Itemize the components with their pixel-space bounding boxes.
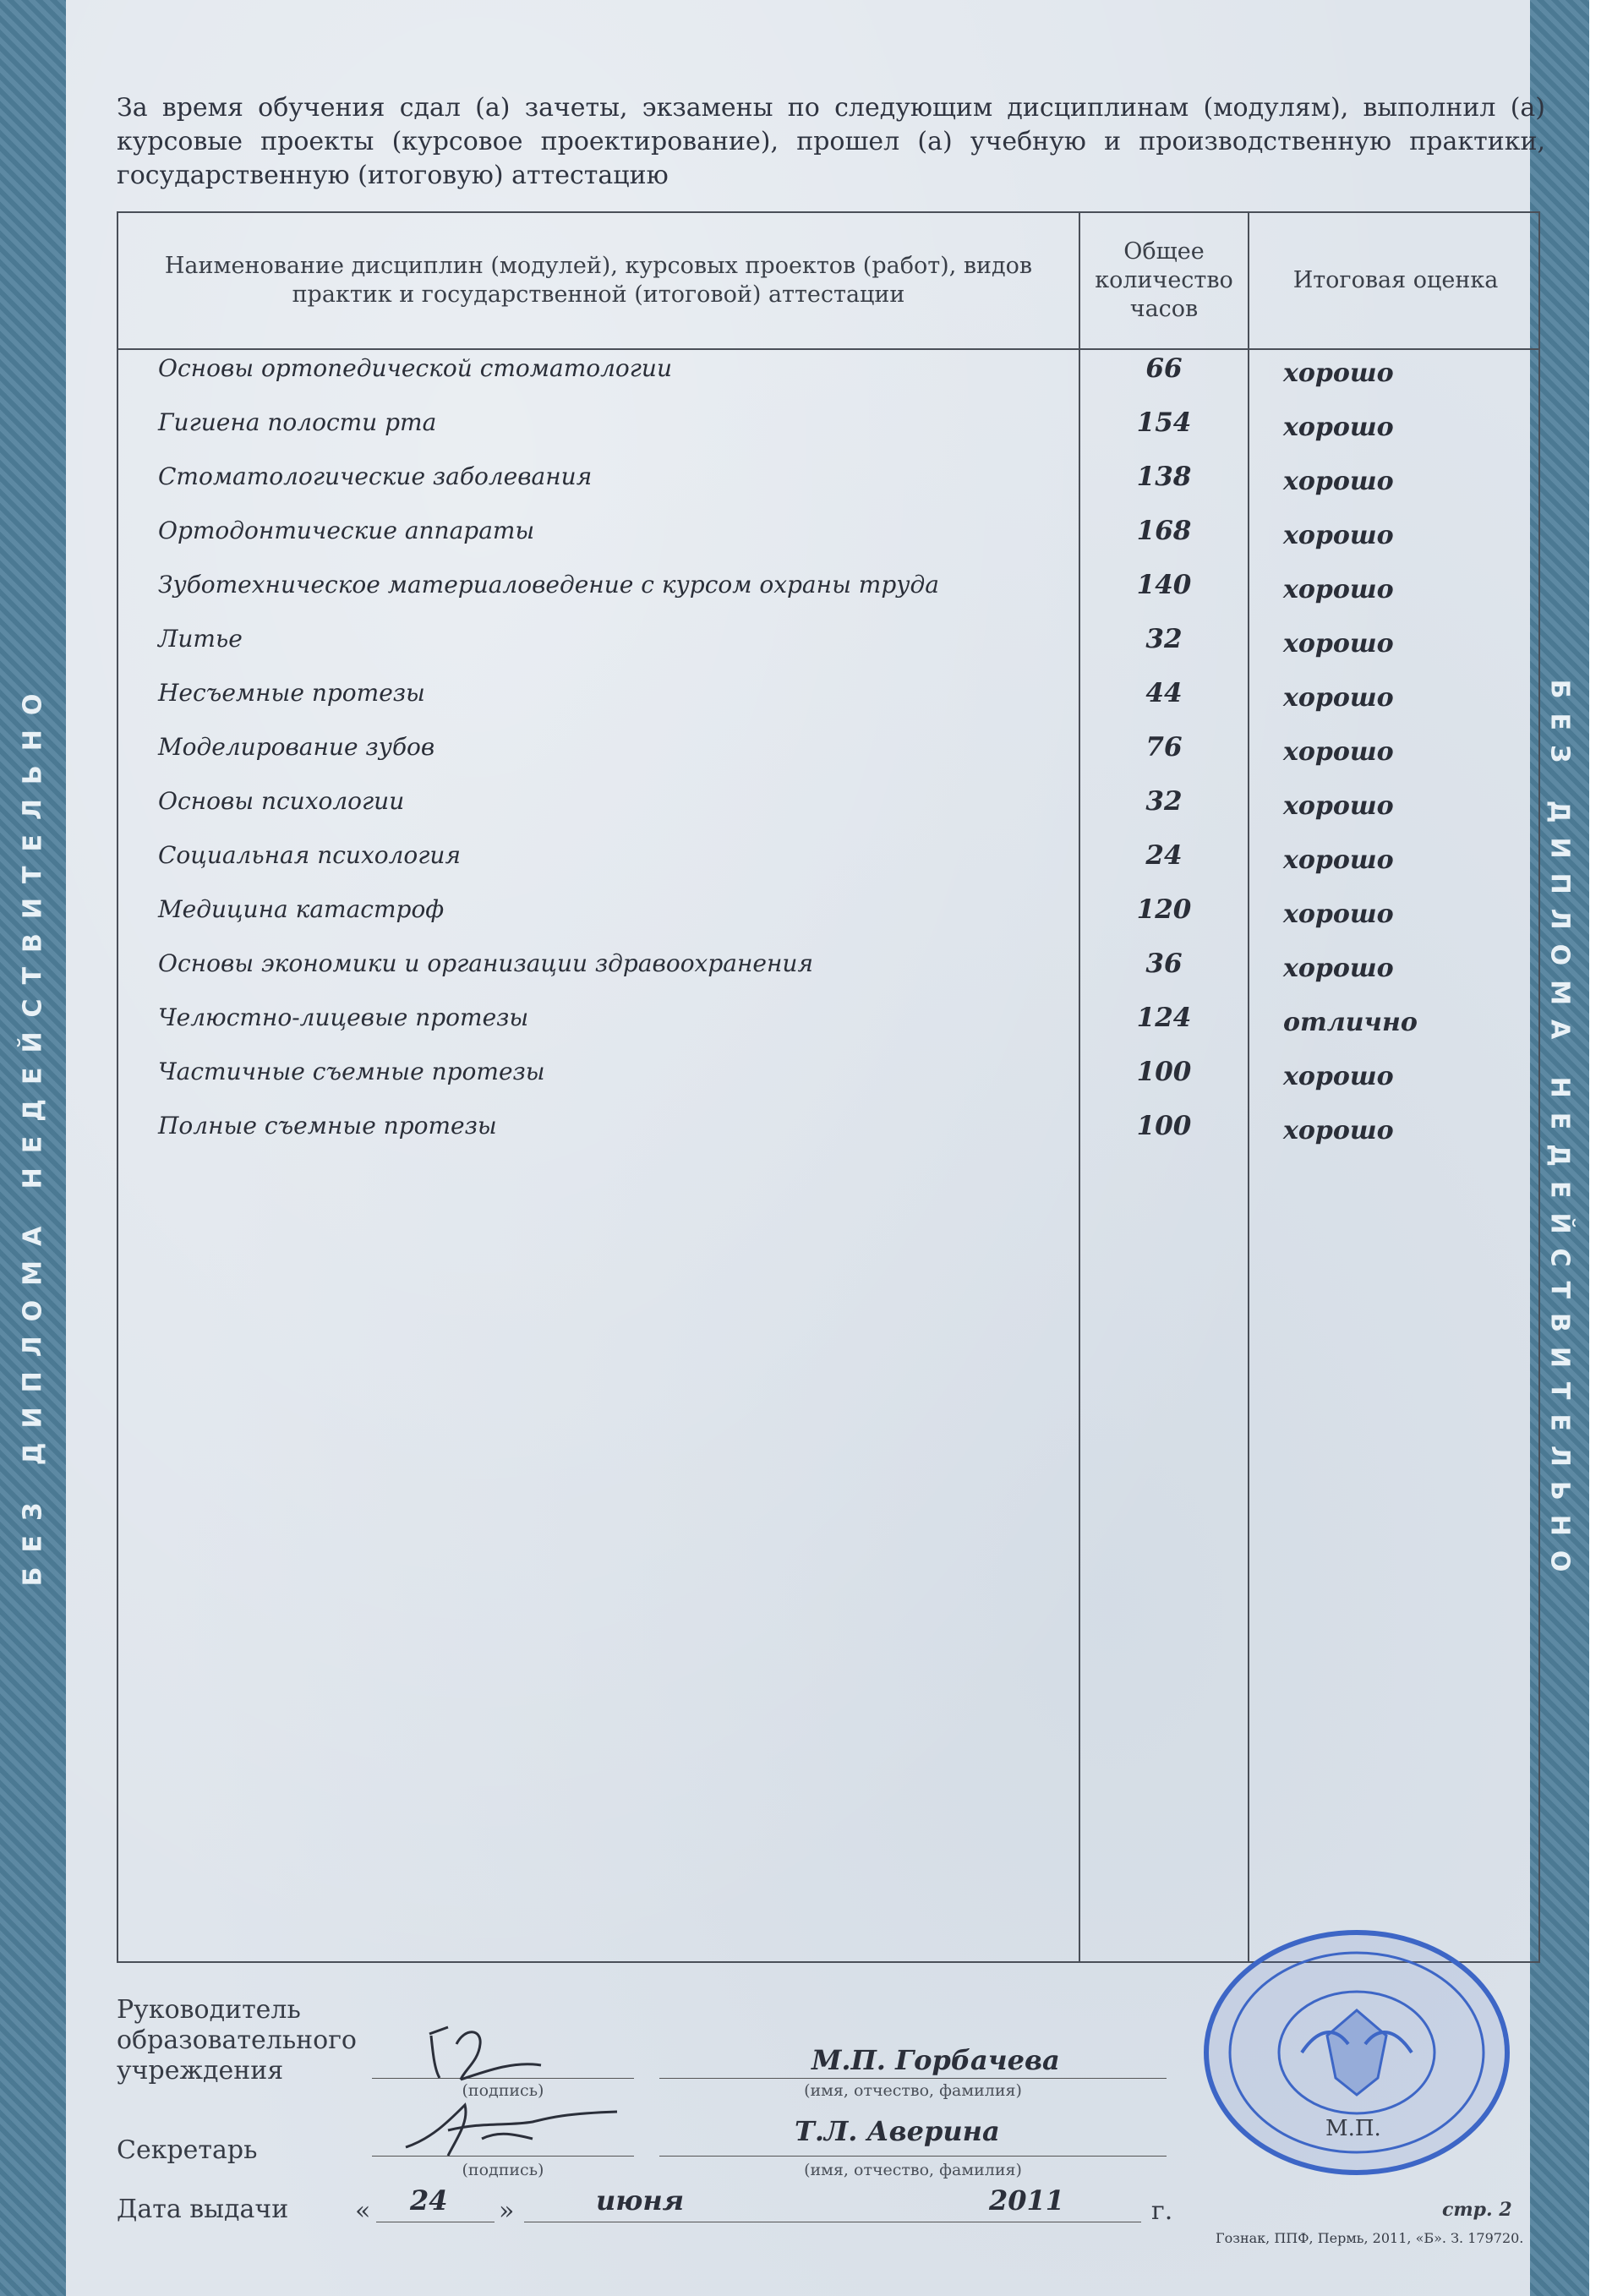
discipline-hours: 36 xyxy=(1145,948,1183,979)
discipline-name: Ортодонтические аппараты xyxy=(158,517,535,544)
discipline-grade: хорошо xyxy=(1283,845,1394,875)
discipline-grade: хорошо xyxy=(1283,954,1394,983)
issue-month: июня xyxy=(596,2184,685,2217)
discipline-hours: 66 xyxy=(1145,353,1183,384)
table-row xyxy=(118,676,1538,730)
discipline-grade: хорошо xyxy=(1283,899,1394,929)
table-row xyxy=(118,839,1538,893)
issue-year: 2011 xyxy=(989,2184,1065,2217)
discipline-hours: 76 xyxy=(1145,732,1183,763)
discipline-hours: 32 xyxy=(1145,624,1183,654)
table-row xyxy=(118,622,1538,676)
discipline-name: Гигиена полости рта xyxy=(158,408,437,436)
director-name: М.П. Горбачева xyxy=(812,2044,1060,2076)
discipline-grade: хорошо xyxy=(1283,1062,1394,1091)
discipline-name: Зуботехническое материаловедение с курсом охраны труда xyxy=(158,571,939,599)
discipline-hours: 24 xyxy=(1145,840,1183,871)
discipline-hours: 100 xyxy=(1136,1111,1192,1141)
left-security-band xyxy=(0,0,66,2296)
director-signature-caption: (подпись) xyxy=(462,2081,544,2100)
discipline-hours: 44 xyxy=(1145,678,1183,708)
intro-paragraph: За время обучения сдал (а) зачеты, экзамены по следующим дисциплинам (модулям), выполнил (а) курсовые проекты (курсовое проектирование), прошел (а) учебную и производственную практики, государственную (итоговую) аттестацию xyxy=(117,93,1545,190)
discipline-name: Медицина катастроф xyxy=(158,895,445,923)
table-row xyxy=(118,730,1538,784)
discipline-grade: хорошо xyxy=(1283,413,1394,442)
table-row xyxy=(118,1055,1538,1109)
issue-date-label: Дата выдачи xyxy=(117,2195,289,2224)
quote-close: » xyxy=(499,2196,515,2226)
left-band-text: БЕЗ ДИПЛОМА НЕДЕЙСТВИТЕЛЬНО xyxy=(18,679,48,1587)
issue-day: 24 xyxy=(410,2184,448,2217)
discipline-hours: 168 xyxy=(1136,516,1192,546)
year-suffix: г. xyxy=(1151,2196,1173,2226)
secretary-name-caption: (имя, отчество, фамилия) xyxy=(804,2161,1022,2179)
table-row xyxy=(118,1001,1538,1055)
discipline-name: Основы психологии xyxy=(158,787,405,815)
header-divider xyxy=(118,348,1538,350)
page-number: стр. 2 xyxy=(1442,2199,1512,2221)
director-label: Руководитель образовательного учреждения xyxy=(117,1995,357,2086)
secretary-signature-caption: (подпись) xyxy=(462,2161,544,2179)
discipline-hours: 124 xyxy=(1136,1003,1192,1033)
discipline-grade: отлично xyxy=(1283,1008,1418,1037)
discipline-hours: 120 xyxy=(1136,894,1192,925)
table-row xyxy=(118,1109,1538,1163)
table-row xyxy=(118,893,1538,947)
table-row xyxy=(118,947,1538,1001)
header-hours: Общее количество часов xyxy=(1095,238,1233,322)
discipline-grade: хорошо xyxy=(1283,521,1394,550)
discipline-name: Полные съемные протезы xyxy=(158,1112,497,1140)
discipline-grade: хорошо xyxy=(1283,1116,1394,1145)
discipline-name: Основы ортопедической стоматологии xyxy=(158,354,673,382)
discipline-hours: 140 xyxy=(1136,570,1192,600)
discipline-name: Челюстно-лицевые протезы xyxy=(158,1003,529,1031)
discipline-hours: 154 xyxy=(1136,407,1192,438)
table-row xyxy=(118,784,1538,839)
secretary-signature xyxy=(397,2088,634,2164)
header-discipline: Наименование дисциплин (модулей), курсовых проектов (работ), видов практик и государственной (итоговой) аттестации xyxy=(164,253,1033,308)
grades-table xyxy=(117,211,1540,1963)
director-signature xyxy=(414,2019,583,2086)
discipline-name: Моделирование зубов xyxy=(158,733,435,761)
secretary-name: Т.Л. Аверина xyxy=(795,2115,1000,2147)
discipline-name: Социальная психология xyxy=(158,841,461,869)
table-row xyxy=(118,460,1538,514)
secretary-name-line xyxy=(659,2156,1167,2157)
stamp-place-label: М.П. xyxy=(1325,2116,1381,2141)
header-grade: Итоговая оценка xyxy=(1292,267,1499,293)
discipline-grade: хорошо xyxy=(1283,629,1394,659)
discipline-hours: 100 xyxy=(1136,1057,1192,1087)
discipline-grade: хорошо xyxy=(1283,358,1394,388)
discipline-grade: хорошо xyxy=(1283,467,1394,496)
director-name-caption: (имя, отчество, фамилия) xyxy=(804,2081,1022,2100)
discipline-grade: хорошо xyxy=(1283,737,1394,767)
discipline-grade: хорошо xyxy=(1283,683,1394,713)
secretary-label: Секретарь xyxy=(117,2135,258,2165)
director-name-line xyxy=(659,2078,1167,2079)
discipline-grade: хорошо xyxy=(1283,575,1394,604)
discipline-hours: 138 xyxy=(1136,462,1192,492)
quote-open: « xyxy=(355,2196,371,2226)
discipline-hours: 32 xyxy=(1145,786,1183,817)
table-row xyxy=(118,406,1538,460)
right-band-text: БЕЗ ДИПЛОМА НЕДЕЙСТВИТЕЛЬНО xyxy=(1544,679,1575,1587)
discipline-name: Основы экономики и организации здравоохранения xyxy=(158,949,813,977)
discipline-name: Несъемные протезы xyxy=(158,679,425,707)
table-row xyxy=(118,568,1538,622)
discipline-name: Частичные съемные протезы xyxy=(158,1058,545,1085)
discipline-grade: хорошо xyxy=(1283,791,1394,821)
discipline-name: Литье xyxy=(158,625,243,653)
printer-imprint: Гознак, ППФ, Пермь, 2011, «Б». З. 179720. xyxy=(1216,2230,1524,2246)
discipline-name: Стоматологические заболевания xyxy=(158,462,593,490)
table-row xyxy=(118,514,1538,568)
table-row xyxy=(118,352,1538,406)
